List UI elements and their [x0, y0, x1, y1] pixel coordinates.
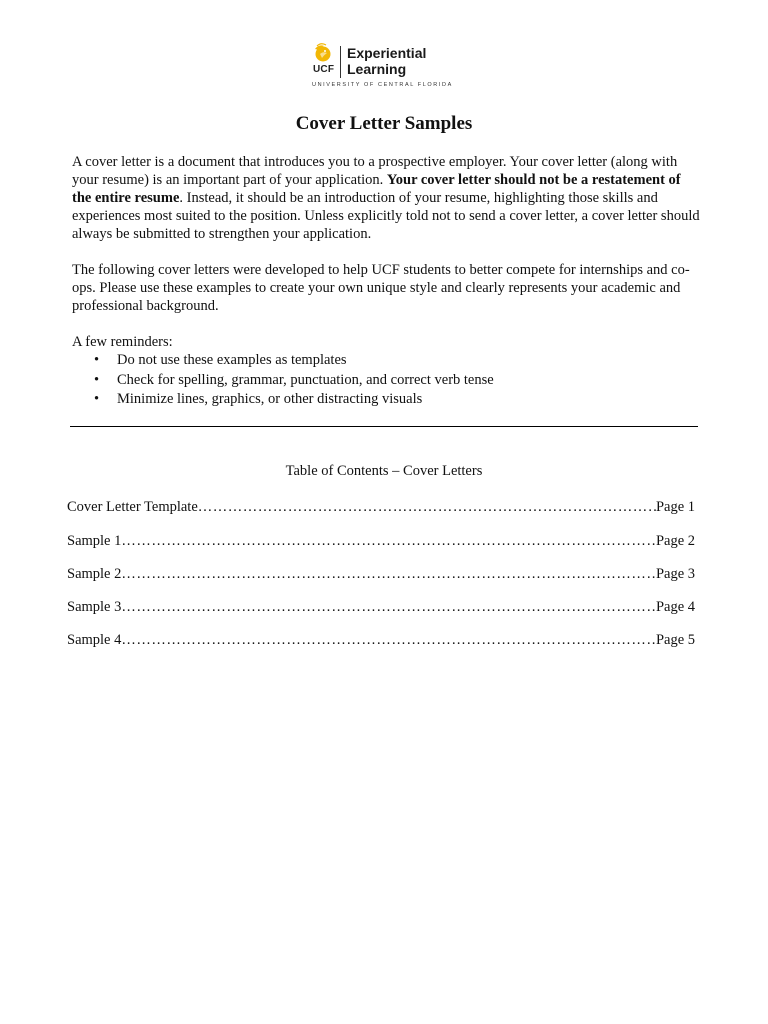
reminder-text: Check for spelling, grammar, punctuation, and correct verb tense	[117, 371, 494, 388]
logo-org-name: UCF	[313, 64, 335, 75]
toc-entry-sample-3[interactable]	[67, 599, 695, 616]
toc-entry-sample-4[interactable]	[67, 632, 695, 649]
intro-paragraph	[72, 153, 700, 243]
logo-university-name: UNIVERSITY OF CENTRAL FLORIDA	[312, 82, 453, 88]
pegasus-icon	[312, 43, 332, 63]
logo-program-name	[347, 45, 426, 77]
toc-dot-leader	[198, 499, 656, 516]
reminder-item	[94, 371, 494, 391]
toc-page-number: Page 4	[655, 599, 695, 615]
toc-dot-leader	[121, 632, 656, 649]
toc-entry-sample-2[interactable]	[67, 566, 695, 583]
section-divider	[70, 426, 698, 427]
toc-dot-leader	[121, 566, 656, 583]
toc-page-number: Page 2	[655, 533, 695, 549]
ucf-experiential-learning-logo	[312, 43, 462, 91]
reminders-heading: A few reminders:	[72, 334, 173, 350]
logo-divider	[340, 46, 341, 78]
bullet-icon: •	[94, 371, 100, 388]
toc-entry-cover-letter-template[interactable]	[67, 499, 695, 516]
toc-entry-label: Cover Letter Template	[67, 499, 198, 515]
logo-program-line1: Experiential	[347, 45, 427, 61]
reminder-item	[94, 351, 494, 371]
bullet-icon: •	[94, 352, 100, 368]
reminder-item	[94, 390, 494, 410]
toc-entry-label: Sample 2	[67, 566, 122, 582]
toc-entry-sample-1[interactable]	[67, 533, 695, 550]
toc-page-number: Page 5	[655, 632, 695, 648]
intro-text-end: . Instead, it should be an introduction of your resume, highlighting those skills and experiences most suited to the position. Unless explicitly told not to send a cover letter, a cover letter should always be submitted to strengthen your application.	[72, 190, 700, 242]
toc-dot-leader	[121, 533, 656, 550]
toc-entry-label: Sample 1	[67, 533, 122, 549]
toc-page-number: Page 3	[655, 566, 695, 582]
toc-heading: Table of Contents – Cover Letters	[285, 463, 483, 479]
purpose-paragraph: The following cover letters were developed to help UCF students to better compete for internships and co-ops. Please use these examples to create your own unique style and clearly represents your academic and professional background.	[72, 262, 690, 314]
toc-dot-leader	[121, 599, 656, 616]
logo-program-line2: Learning	[347, 61, 407, 77]
intro-text-start: A cover letter is a document that introduces you to a prospective employer. Your cover letter (along with your resume) is an important part of your application.	[72, 154, 678, 188]
toc-page-number: Page 1	[655, 499, 695, 515]
toc-entry-label: Sample 3	[67, 599, 122, 615]
bullet-icon: •	[94, 391, 100, 407]
intro-text-emphasis: Your cover letter should not be a restatement of the entire resume	[72, 172, 681, 206]
reminder-text: Minimize lines, graphics, or other distracting visuals	[117, 391, 423, 407]
reminders-list	[94, 351, 494, 410]
toc-entry-label: Sample 4	[67, 632, 122, 648]
reminder-text: Do not use these examples as templates	[117, 352, 347, 368]
page-title: Cover Letter Samples	[295, 113, 473, 134]
